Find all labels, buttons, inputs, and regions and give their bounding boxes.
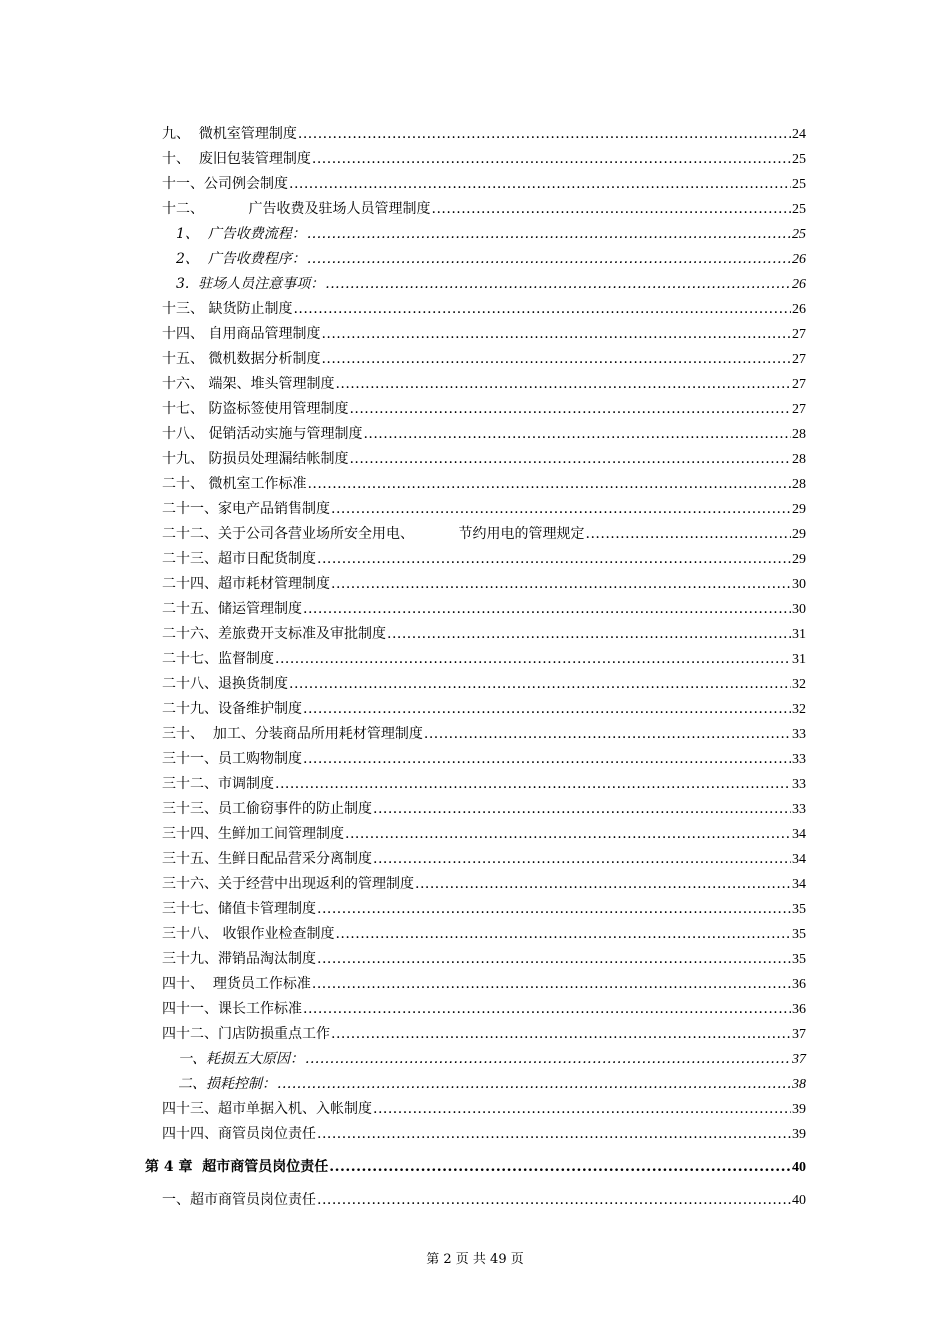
toc-entry[interactable] (162, 849, 806, 870)
toc-page-number: 28 (792, 427, 806, 442)
toc-page-number: 35 (792, 952, 806, 967)
toc-entry-title: 十六、 端架、堆头管理制度 (162, 376, 335, 392)
toc-page-number: 24 (792, 127, 806, 142)
toc-entry-title: 十八、 促销活动实施与管理制度 (162, 426, 363, 442)
toc-page-number: 27 (792, 377, 806, 392)
toc-page-number: 40 (792, 1160, 806, 1175)
toc-entry-title: 三十六、关于经营中出现返利的管理制度 (162, 876, 414, 892)
dot-leader (335, 924, 791, 944)
toc-entry[interactable] (162, 674, 806, 695)
toc-entry[interactable] (162, 124, 806, 145)
toc-entry[interactable] (162, 199, 806, 220)
toc-entry-title: 三十八、 收银作业检查制度 (162, 926, 335, 942)
toc-chapter-entry[interactable] (145, 1157, 806, 1178)
toc-page-number: 25 (792, 227, 806, 242)
dot-leader (321, 349, 791, 369)
dot-leader (289, 674, 791, 694)
toc-subentry[interactable] (178, 1049, 806, 1070)
dot-leader (317, 549, 791, 569)
dot-leader (307, 249, 791, 269)
toc-entry-title: 四十四、商管员岗位责任 (162, 1126, 316, 1142)
toc-page-number: 31 (792, 652, 806, 667)
toc-entry[interactable] (162, 474, 806, 495)
toc-page-number: 37 (792, 1027, 806, 1042)
toc-entry-title: 二十六、差旅费开支标准及审批制度 (162, 626, 386, 642)
toc-entry[interactable] (162, 949, 806, 970)
dot-leader (331, 1024, 791, 1044)
toc-entry[interactable] (162, 424, 806, 445)
dot-leader (424, 724, 791, 744)
toc-subentry[interactable] (176, 274, 806, 295)
toc-entry-title: 四十三、超市单据入机、入帐制度 (162, 1101, 372, 1117)
toc-entry-title: 三十五、生鲜日配品营采分离制度 (162, 851, 372, 867)
dot-leader (293, 299, 791, 319)
dot-leader (317, 949, 791, 969)
dot-leader (298, 124, 791, 144)
toc-entry[interactable] (162, 524, 806, 545)
dot-leader (303, 599, 791, 619)
dot-leader (275, 649, 791, 669)
toc-page-number: 31 (792, 627, 806, 642)
dot-leader (307, 224, 791, 244)
dot-leader (373, 1099, 791, 1119)
toc-entry[interactable] (162, 724, 806, 745)
dot-leader (586, 524, 791, 544)
toc-entry-title: 1、 广告收费流程： (176, 226, 306, 242)
toc-page-number: 26 (792, 302, 806, 317)
toc-page-number: 34 (792, 877, 806, 892)
dot-leader (312, 149, 791, 169)
toc-entry-title: 九、 微机室管理制度 (162, 126, 297, 142)
toc-page-number: 25 (792, 202, 806, 217)
toc-entry-title: 二十九、设备维护制度 (162, 701, 302, 717)
toc-entry-title: 三十、 加工、分装商品所用耗材管理制度 (162, 726, 423, 742)
toc-entry[interactable] (162, 649, 806, 670)
toc-entry[interactable] (162, 824, 806, 845)
toc-entry-title: 三十二、市调制度 (162, 776, 274, 792)
page-footer: 第 2 页 共 49 页 (426, 1252, 524, 1267)
toc-page-number: 26 (792, 277, 806, 292)
dot-leader (317, 899, 791, 919)
dot-leader (312, 974, 791, 994)
toc-page-number: 29 (792, 527, 806, 542)
dot-leader (387, 624, 791, 644)
toc-page-number: 25 (792, 177, 806, 192)
toc-page-number: 34 (792, 852, 806, 867)
toc-page-number: 39 (792, 1102, 806, 1117)
toc-page-number: 29 (792, 552, 806, 567)
toc-entry-title: 第 4 章 超市商管员岗位责任 (145, 1159, 329, 1175)
toc-entry-title: 十、 废旧包装管理制度 (162, 151, 311, 167)
dot-leader (335, 374, 791, 394)
toc-page-number: 33 (792, 802, 806, 817)
dot-leader (432, 199, 791, 219)
toc-entry-title: 三十九、滞销品淘汰制度 (162, 951, 316, 967)
toc-entry-title: 十四、 自用商品管理制度 (162, 326, 321, 342)
toc-entry-title: 三十一、员工购物制度 (162, 751, 302, 767)
toc-page-number: 27 (792, 352, 806, 367)
toc-entry[interactable] (162, 899, 806, 920)
toc-entry[interactable] (162, 599, 806, 620)
toc-entry[interactable] (162, 349, 806, 370)
toc-page-number: 33 (792, 777, 806, 792)
toc-page-number: 33 (792, 752, 806, 767)
toc-entry-title: 二十四、超市耗材管理制度 (162, 576, 330, 592)
dot-leader (307, 474, 791, 494)
toc-entry-title: 四十二、门店防损重点工作 (162, 1026, 330, 1042)
toc-entry-title: 三十三、员工偷窃事件的防止制度 (162, 801, 372, 817)
toc-entry-title: 十九、 防损员处理漏结帐制度 (162, 451, 349, 467)
toc-page-number: 32 (792, 677, 806, 692)
toc-page-number: 25 (792, 152, 806, 167)
dot-leader (303, 999, 791, 1019)
toc-entry-title: 一、耗损五大原因： (178, 1051, 304, 1067)
dot-leader (325, 274, 791, 294)
toc-entry[interactable] (162, 974, 806, 995)
toc-entry[interactable] (162, 799, 806, 820)
toc-entry[interactable] (162, 499, 806, 520)
toc-entry-title: 四十一、课长工作标准 (162, 1001, 302, 1017)
toc-entry[interactable] (162, 1190, 806, 1211)
dot-leader (331, 499, 791, 519)
dot-leader (349, 449, 791, 469)
toc-entry[interactable] (162, 1099, 806, 1120)
toc-entry-title: 十一、公司例会制度 (162, 176, 288, 192)
toc-entry-title: 3. 驻场人员注意事项： (176, 276, 325, 292)
toc-entry-title: 二十八、退换货制度 (162, 676, 288, 692)
toc-page-number: 30 (792, 602, 806, 617)
toc-page-number: 35 (792, 902, 806, 917)
toc-page-number: 37 (792, 1052, 806, 1067)
dot-leader (415, 874, 791, 894)
dot-leader (345, 824, 791, 844)
toc-page-number: 34 (792, 827, 806, 842)
dot-leader (373, 849, 791, 869)
toc-page-number: 26 (792, 252, 806, 267)
dot-leader (317, 1190, 791, 1210)
dot-leader (275, 774, 791, 794)
toc-entry-title: 一、超市商管员岗位责任 (162, 1192, 316, 1208)
toc-page-number: 28 (792, 452, 806, 467)
toc-subentry[interactable] (176, 249, 806, 270)
toc-page-number: 33 (792, 727, 806, 742)
toc-page-number: 28 (792, 477, 806, 492)
dot-leader (349, 399, 791, 419)
dot-leader (289, 174, 791, 194)
toc-entry[interactable] (162, 399, 806, 420)
toc-entry-title: 二十七、监督制度 (162, 651, 274, 667)
toc-entry-title: 三十七、储值卡管理制度 (162, 901, 316, 917)
toc-entry-title: 二、损耗控制： (178, 1076, 276, 1092)
toc-entry[interactable] (162, 924, 806, 945)
toc-page-number: 39 (792, 1127, 806, 1142)
toc-page-number: 40 (792, 1193, 806, 1208)
toc-entry[interactable] (162, 874, 806, 895)
toc-page-number: 29 (792, 502, 806, 517)
toc-entry-title: 十七、 防盗标签使用管理制度 (162, 401, 349, 417)
toc-entry[interactable] (162, 1024, 806, 1045)
toc-page-number: 36 (792, 1002, 806, 1017)
toc-page-number: 30 (792, 577, 806, 592)
toc-subentry[interactable] (178, 1074, 806, 1095)
toc-entry[interactable] (162, 174, 806, 195)
toc-entry[interactable] (162, 449, 806, 470)
toc-entry-title: 四十、 理货员工作标准 (162, 976, 311, 992)
toc-entry[interactable] (162, 999, 806, 1020)
toc-entry[interactable] (162, 749, 806, 770)
dot-leader (331, 574, 791, 594)
dot-leader (303, 749, 791, 769)
toc-entry[interactable] (162, 324, 806, 345)
toc-entry[interactable] (162, 1124, 806, 1145)
toc-page-number: 32 (792, 702, 806, 717)
toc-entry-title: 十五、 微机数据分析制度 (162, 351, 321, 367)
toc-entry-title: 十三、 缺货防止制度 (162, 301, 293, 317)
dot-leader (329, 1157, 791, 1177)
toc-entry[interactable] (162, 149, 806, 170)
toc-page-number: 27 (792, 327, 806, 342)
toc-entry-title: 二十三、超市日配货制度 (162, 551, 316, 567)
toc-entry[interactable] (162, 549, 806, 570)
toc-entry-title: 二十、 微机室工作标准 (162, 476, 307, 492)
toc-entry-title: 2、 广告收费程序： (176, 251, 306, 267)
toc-page-number: 35 (792, 927, 806, 942)
dot-leader (277, 1074, 791, 1094)
toc-entry-title: 三十四、生鲜加工间管理制度 (162, 826, 344, 842)
toc-entry-title: 二十一、家电产品销售制度 (162, 501, 330, 517)
dot-leader (303, 699, 791, 719)
dot-leader (305, 1049, 791, 1069)
toc-entry[interactable] (162, 624, 806, 645)
toc-page-number: 38 (792, 1077, 806, 1092)
toc-entry-title: 二十五、储运管理制度 (162, 601, 302, 617)
toc-entry[interactable] (162, 574, 806, 595)
dot-leader (363, 424, 791, 444)
toc-page-number: 36 (792, 977, 806, 992)
dot-leader (317, 1124, 791, 1144)
dot-leader (321, 324, 791, 344)
toc-entry[interactable] (162, 299, 806, 320)
toc-entry-title: 二十二、关于公司各营业场所安全用电、 节约用电的管理规定 (162, 526, 585, 542)
toc-entry[interactable] (162, 774, 806, 795)
toc-page-number: 27 (792, 402, 806, 417)
toc-entry[interactable] (162, 699, 806, 720)
dot-leader (373, 799, 791, 819)
toc-entry-title: 十二、 广告收费及驻场人员管理制度 (162, 201, 431, 217)
toc-entry[interactable] (162, 374, 806, 395)
toc-subentry[interactable] (176, 224, 806, 245)
